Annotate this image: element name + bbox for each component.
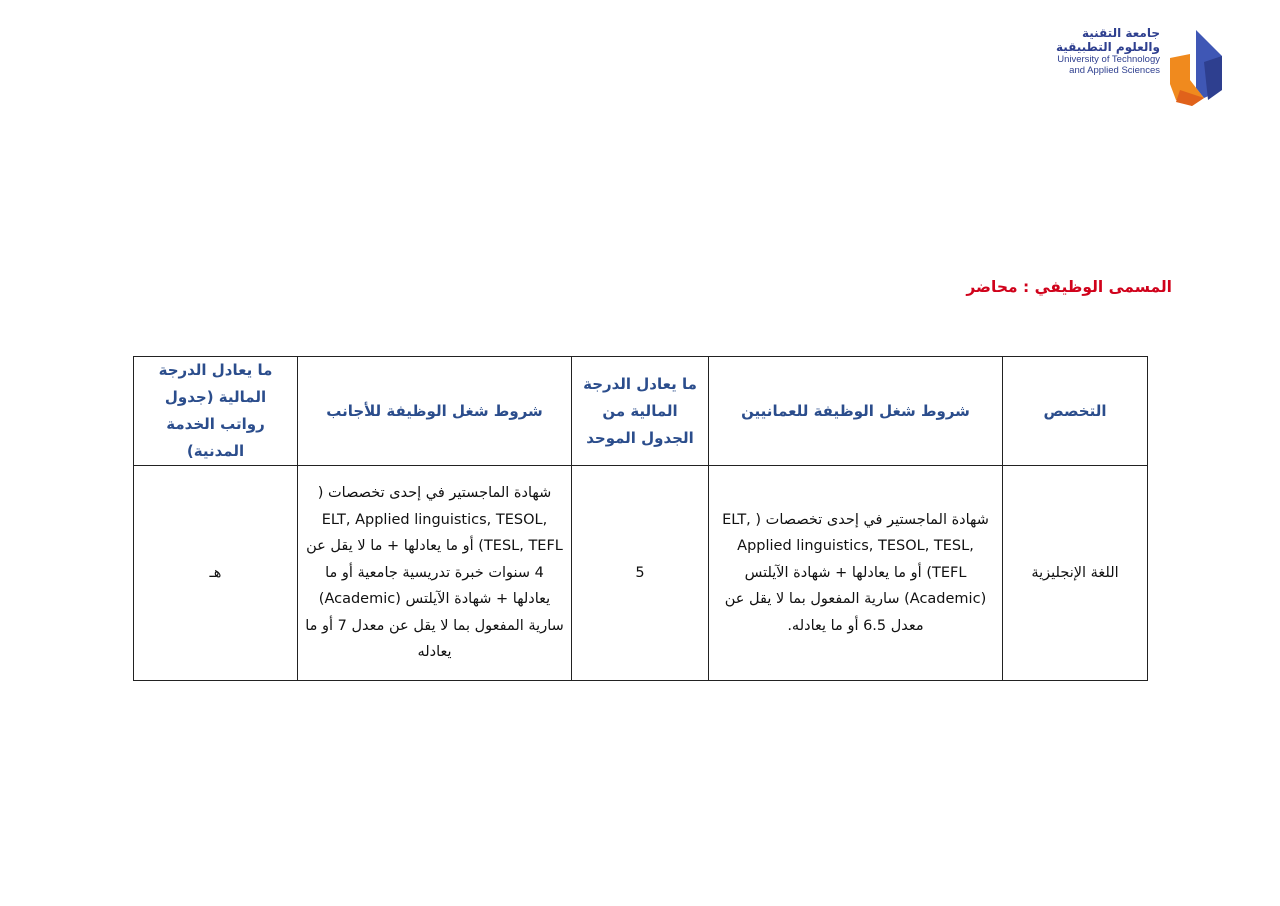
- table-header-row: [134, 357, 1148, 466]
- cell-civil-grade: هـ: [134, 466, 298, 681]
- logo-english-line1: University of Technology: [1057, 54, 1160, 65]
- header-foreign-conditions: شروط شغل الوظيفة للأجانب: [298, 357, 572, 466]
- university-logo-text: [980, 26, 1160, 76]
- header-civil-grade: ما يعادل الدرجة المالية (جدول رواتب الخدمة المدنية): [134, 357, 298, 466]
- job-title: المسمى الوظيفي : محاضر: [966, 278, 1172, 296]
- header-omani-conditions: شروط شغل الوظيفة للعمانيين: [709, 357, 1003, 466]
- logo-arabic-line2: والعلوم التطبيقية: [1055, 40, 1160, 54]
- logo-arabic-line1: جامعة التقنية: [1081, 26, 1160, 40]
- header-unified-grade: ما يعادل الدرجة المالية من الجدول الموحد: [572, 357, 709, 466]
- cell-specialization: اللغة الإنجليزية: [1003, 466, 1148, 681]
- cell-unified-grade: 5: [572, 466, 709, 681]
- university-logo-icon: [1168, 28, 1224, 108]
- cell-omani-conditions: شهادة الماجستير في إحدى تخصصات ( ELT, Applied linguistics, TESOL, TESL, TEFL) أو ما يعادلها + شهادة الآيلتس (Academic) سارية المفعول بما لا يقل عن معدل 6.5 أو ما يعادله.: [709, 466, 1003, 681]
- logo-english-line2: and Applied Sciences: [1069, 65, 1160, 76]
- job-conditions-table: [133, 356, 1148, 681]
- cell-foreign-conditions: شهادة الماجستير في إحدى تخصصات ( ELT, Applied linguistics, TESOL, TESL, TEFL) أو ما يعادلها + ما لا يقل عن 4 سنوات خبرة تدريسية جامعية أو ما يعادلها + شهادة الآيلتس (Academic) سارية المفعول بما لا يقل عن معدل 7 أو ما يعادله: [298, 466, 572, 681]
- header-specialization: التخصص: [1003, 357, 1148, 466]
- table-row: [134, 466, 1148, 681]
